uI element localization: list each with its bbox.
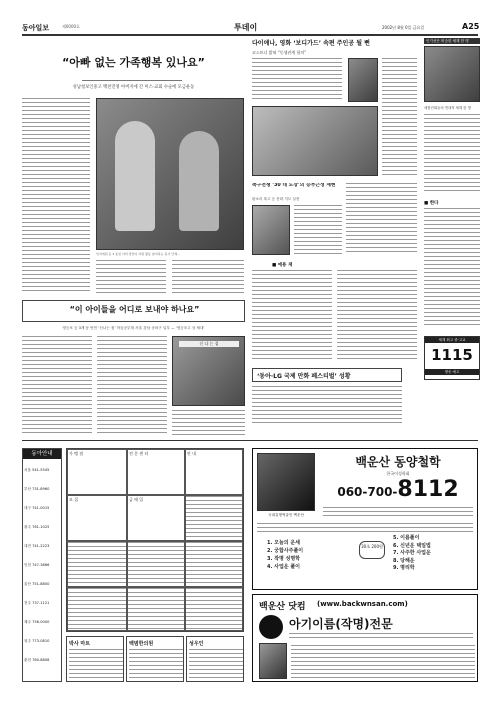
classified-cell — [185, 449, 243, 495]
bottom-ad-1-title: 박사 마트 — [69, 641, 91, 647]
child-photo-sign: 신 나 는 집 — [179, 341, 239, 347]
philosophy-list-item: 7. 사주한 사업운 — [393, 550, 431, 556]
philosophy-list-item: 4. 사업운 풀이 — [267, 564, 301, 570]
paper-name: 동아일보 — [22, 24, 50, 32]
donga-info-title: 동아안내 — [23, 449, 61, 459]
donga-info-line: 인천 747-3666 — [24, 563, 50, 567]
issue-date: 2002년 8월 0일 금요일 — [382, 25, 425, 30]
child-body-col2 — [97, 336, 167, 436]
fortune-teller-photo — [257, 453, 315, 511]
classified-label: 가 맹 점 — [69, 451, 84, 456]
person-right — [179, 131, 219, 231]
right-sidebar-body — [424, 208, 480, 328]
philosophy-subtitle: 한국이성학회 — [386, 471, 410, 476]
child-subhead: 영등포 등 3개 동 빈민 ‘신나는 집’ 학습공부재 서울 강남 송파구 일부 — ‘영등포고 상 세대’ — [62, 326, 205, 330]
classified-cell — [127, 587, 185, 631]
issue-number: 제0000호 — [62, 24, 80, 29]
diana-article — [252, 38, 417, 178]
sports-body-col1 — [294, 205, 342, 255]
donga-info-line: 부산 731-8960 — [24, 487, 50, 491]
child-headline-box — [22, 300, 245, 322]
main-body-col3 — [172, 260, 244, 294]
philosophy-list-item: 2. 궁합사주풀이 — [267, 548, 304, 554]
right-top-article — [424, 38, 480, 328]
masthead — [22, 22, 478, 34]
obituary-section — [252, 262, 417, 362]
masthead-rule — [22, 34, 478, 36]
classified-cell — [67, 541, 127, 587]
donga-info-line: 전주 737-1121 — [24, 601, 50, 605]
classified-grid — [66, 448, 244, 632]
bottom-ad-2-body — [129, 649, 183, 681]
classified-label: 안 내 — [187, 451, 196, 456]
classified-cell — [67, 587, 127, 631]
donga-info-line: 울산 751-8800 — [24, 582, 50, 586]
festival-body — [252, 386, 402, 426]
donga-info-line: 청주 773-0810 — [24, 639, 50, 643]
main-subhead: 성남청보인중고 백찬진영 아버지에 간 미스·교회 수술에 모금운동 — [72, 85, 195, 90]
donga-info-line: 춘천 760-8808 — [24, 658, 50, 662]
classified-cell — [67, 449, 127, 495]
philosophy-list-item: 8. 당해운 — [393, 557, 415, 564]
bottom-ad-3-title: 성우인 — [189, 641, 204, 647]
festival-headline: ‘동아·LG 국제 만화 페스티벌’ 성황 — [257, 373, 351, 380]
diana-photo — [348, 58, 378, 102]
naming-desc — [289, 633, 473, 641]
classified-cell — [127, 541, 185, 587]
bottom-ad-3 — [186, 636, 244, 682]
tv-ad-footer: 방송 예고 — [425, 369, 479, 375]
naming-slogan: 아기이름(작명)전문 — [289, 617, 393, 631]
philosophy-list-right — [393, 535, 477, 573]
diana-headline: 다이애나, 영화 ‘보디가드’ 속편 주인공 될 뻔 — [252, 40, 370, 47]
bottom-ad-1 — [66, 636, 124, 682]
donga-info-list — [24, 461, 61, 681]
right-sidebar-title: ■ 한다 — [424, 201, 439, 206]
philosophy-title: 백운산 동양철학 — [355, 455, 441, 469]
group-photo — [424, 46, 480, 102]
obituary-col2 — [337, 270, 417, 362]
child-photo — [172, 336, 245, 406]
classified-cell — [185, 541, 243, 587]
ads-separator — [22, 440, 478, 441]
naming-ad — [252, 594, 478, 682]
child-body-col3 — [172, 410, 245, 436]
diana-body-col2 — [382, 58, 417, 176]
donga-info-line: 제주 756-0000 — [24, 620, 50, 624]
philosophy-price-badge — [359, 541, 385, 559]
philosophy-list-item: 6. 신년운 택일법 — [393, 542, 431, 549]
classified-cell — [127, 495, 185, 541]
naming-title: 백운산 닷컴 — [259, 602, 306, 612]
main-body-col1 — [22, 98, 90, 294]
price-note: 30초 200원 — [361, 544, 383, 549]
main-article — [22, 38, 245, 300]
diana-body-col1 — [252, 58, 342, 102]
phone-prefix: 060-700- — [337, 485, 398, 499]
donga-info-line: 서울 541-5545 — [24, 468, 50, 472]
right-photo-caption: 새롭진회들의 연대적 세계 한 명 — [424, 106, 471, 110]
bottom-ad-2 — [126, 636, 184, 682]
main-photo — [96, 98, 244, 250]
classified-label: 모 집 — [69, 497, 78, 502]
person-left — [115, 121, 155, 231]
main-headline: “아빠 없는 가족행복 있나요” — [62, 56, 205, 69]
classified-cell — [185, 587, 243, 631]
naming-portrait — [259, 643, 287, 679]
naming-body — [291, 645, 475, 679]
donga-info-line: 대구 741-0015 — [24, 506, 50, 510]
classified-label: 금 매 입 — [129, 497, 144, 502]
main-body-col2 — [96, 260, 166, 294]
tv-ad-number: 1115 — [431, 346, 473, 364]
philosophy-desc-2 — [257, 523, 473, 533]
sports-subhead: 판소리 복고 등 문화 지도 실현 — [252, 197, 300, 201]
classified-cell — [185, 495, 243, 541]
sports-headline: 축구전쟁 ‘30 대 노장’의 승부근성 재현 — [252, 183, 336, 188]
naming-url: (www.backwnsan.com) — [317, 600, 408, 608]
bottom-ad-3-body — [189, 649, 243, 681]
child-body-col1 — [22, 336, 92, 436]
main-headline-rule — [82, 80, 182, 81]
diana-subhead: 코스트너 밝혀 “동생관계 합의” — [252, 50, 307, 55]
phone-suffix: 8112 — [397, 477, 459, 502]
main-photo-caption: 인지애원 등 4 동일 서비 관련이 자원 활동 참여하는 봉사 단체... — [96, 252, 180, 256]
festival-headline-box — [252, 368, 402, 382]
classified-cell — [127, 449, 185, 495]
donga-info-line: 대전 741-2223 — [24, 544, 50, 548]
classified-cell — [67, 495, 127, 541]
obituary-title: ■ 애용 재 — [272, 263, 293, 268]
philosophy-list-item: 5. 이름풀이 — [393, 535, 420, 541]
naming-logo-icon — [259, 615, 283, 639]
tv-ad — [424, 336, 480, 380]
child-headline: “이 아이들을 어디로 보내야 하나요” — [69, 305, 200, 314]
philosophy-phone — [323, 477, 473, 502]
bottom-ad-1-body — [69, 649, 123, 681]
philosophy-list-item: 1. 오늘의 운세 — [267, 540, 301, 546]
sports-photo — [252, 205, 290, 255]
philosophy-list-left — [267, 539, 353, 571]
obituary-col1 — [252, 270, 332, 362]
child-article — [22, 300, 245, 440]
right-body — [424, 114, 480, 194]
page-number: A25 — [462, 22, 480, 31]
section-title: 투데이 — [234, 23, 258, 32]
right-photo-header: 인기선은 비슷한 세계 한 명 — [424, 38, 480, 44]
fortune-teller-label: 국내유명역술인 백운산 — [268, 513, 304, 517]
sports-article — [252, 183, 417, 258]
sports-body-col2 — [346, 183, 417, 255]
diana-portrait — [252, 106, 378, 176]
bottom-ad-2-title: 백범한의원 — [129, 641, 154, 647]
classified-label: 전 문 센 터 — [129, 451, 149, 456]
philosophy-list-item: 3. 작명 성명학 — [267, 556, 301, 562]
tv-ad-header: 세계 최고 중·고교 — [425, 337, 479, 343]
philosophy-ad — [252, 448, 478, 590]
donga-info-line: 광주 761-1025 — [24, 525, 50, 529]
philosophy-list-item: 9. 명리학 — [393, 565, 415, 571]
bottom-left-ads — [66, 636, 244, 682]
philosophy-desc — [323, 507, 473, 519]
donga-info-ad — [22, 448, 62, 682]
